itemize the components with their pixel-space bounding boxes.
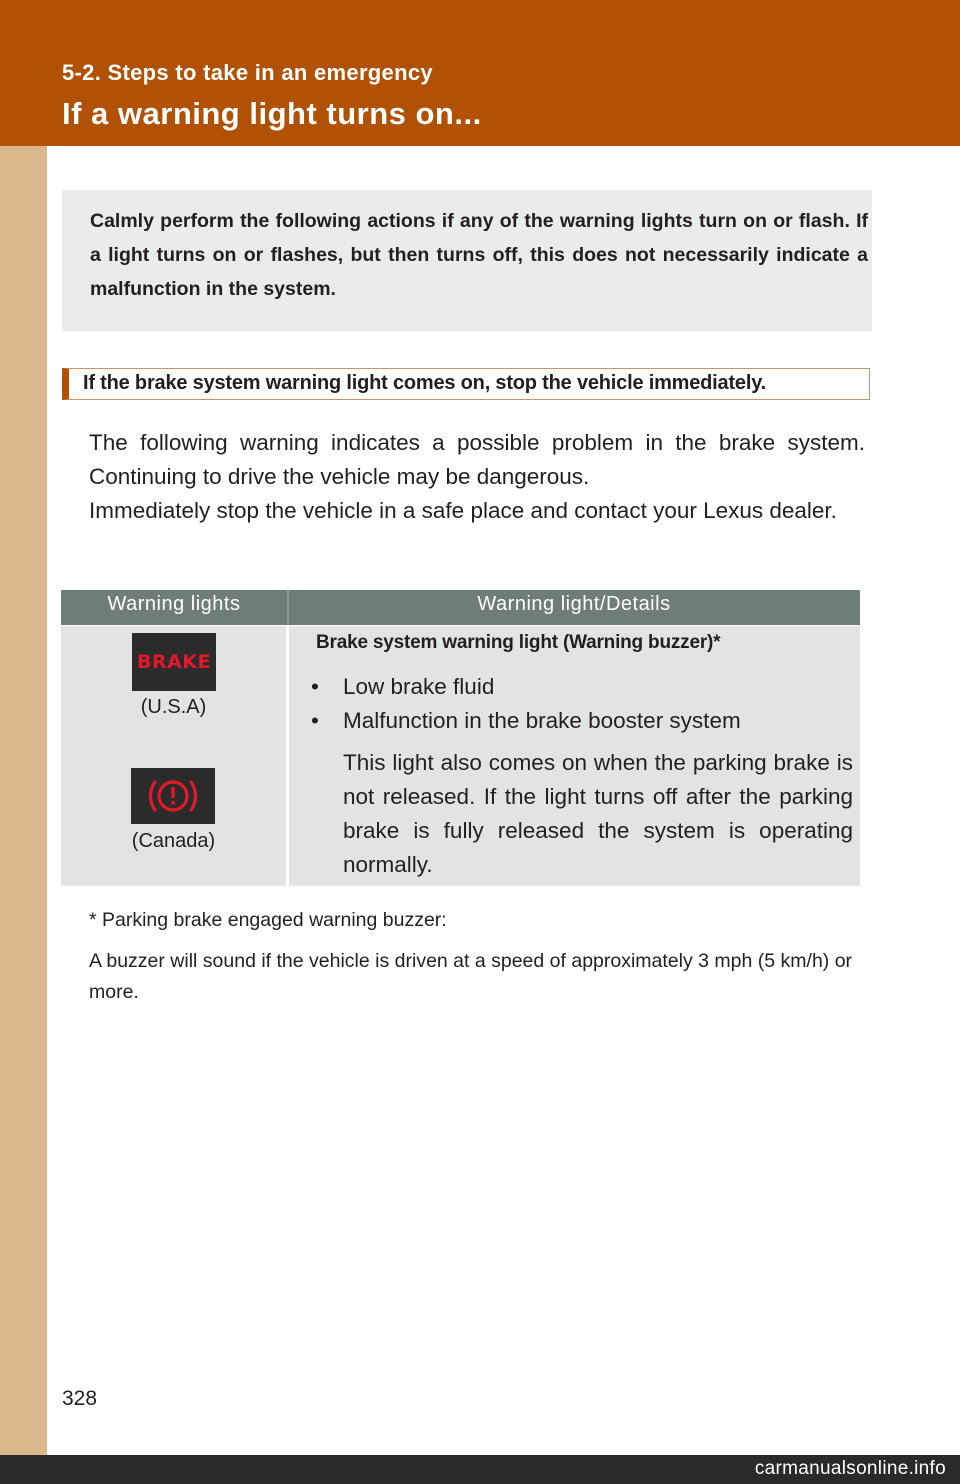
region-label-canada: (Canada) — [131, 830, 216, 852]
region-label-usa: (U.S.A) — [140, 696, 207, 718]
footnote — [89, 905, 867, 1018]
brake-icon-text: BRAKE — [136, 651, 212, 673]
intro-box — [62, 190, 872, 331]
body-text-1: The following warning indicates a possible problem in the brake system. Continuing to drive the vehicle may be dangerous. — [89, 430, 865, 489]
parking-brake-warning-icon — [131, 768, 215, 824]
table-cell-icons — [61, 626, 286, 886]
page-title: If a warning light turns on... — [62, 96, 482, 131]
sub-heading — [62, 368, 870, 400]
section-title: 5-2. Steps to take in an emergency — [62, 60, 433, 85]
detail-note: This light also comes on when the parking brake is not released. If the light turns off after the parking brake is fully released the system is operating normally. — [343, 750, 853, 877]
list-item — [311, 708, 741, 734]
watermark-text: carmanualsonline.info — [754, 1458, 946, 1479]
sub-heading-text: If the brake system warning light comes on, stop the vehicle immediately. — [83, 372, 766, 394]
column-header-details: Warning light/Details — [477, 593, 671, 615]
side-band — [0, 0, 47, 1484]
warning-table — [61, 590, 860, 886]
page-number: 328 — [62, 1387, 98, 1410]
brake-warning-icon — [132, 633, 216, 691]
body-text-2: Immediately stop the vehicle in a safe place and contact your Lexus dealer. — [89, 498, 837, 523]
list-item-text: Low brake fluid — [343, 674, 495, 699]
bullet-symbol: • — [311, 708, 319, 733]
list-item-text: Malfunction in the brake booster system — [343, 708, 741, 733]
footnote-text: A buzzer will sound if the vehicle is driven at a speed of approximately 3 mph (5 km/h) or more. — [89, 950, 853, 1003]
body-paragraph — [89, 426, 865, 528]
table-cell-details — [289, 626, 860, 886]
bullet-symbol: • — [311, 674, 319, 699]
table-header-row — [61, 590, 860, 625]
detail-title: Brake system warning light (Warning buzzer)* — [316, 632, 721, 653]
header-bar — [0, 0, 960, 146]
footnote-heading: * Parking brake engaged warning buzzer: — [89, 909, 447, 931]
intro-text: Calmly perform the following actions if any of the warning lights turn on or flash. If a light turns on or flashes, but then turns off, this does not necessarily indicate a malfunction in the system. — [90, 210, 868, 300]
watermark — [0, 1455, 960, 1484]
column-header-warning-lights: Warning lights — [107, 593, 241, 615]
list-item — [311, 674, 494, 700]
